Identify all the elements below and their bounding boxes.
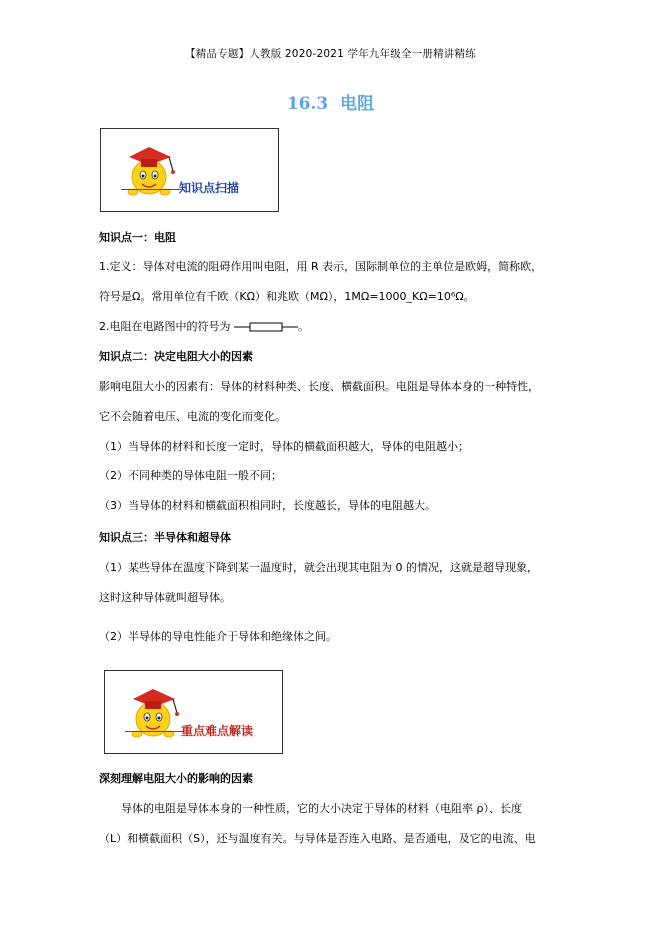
- title-number: 16.3: [286, 94, 329, 114]
- k2-item3: （3）当导体的材料和横截面积相同时，长度越长，导体的电阻越大。: [99, 499, 436, 512]
- k2-item1: （1）当导体的材料和长度一定时，导体的横截面积越大，导体的电阻越小；: [99, 440, 469, 453]
- page-title: [0, 89, 661, 114]
- k2-intro-line2: 它不会随着电压、电流的变化而变化。: [99, 410, 286, 423]
- k1-def-line1: 1.定义：导体对电流的阻碍作用叫电阻，用 R 表示，国际制单位的主单位是欧姆，简称欧，: [99, 260, 543, 273]
- cartoon-graduate-icon: [119, 137, 179, 201]
- k1-symbol-pre: 2.电阻在电路图中的符号为: [99, 320, 231, 333]
- section2-line1: 导体的电阻是导体本身的一种性质，它的大小决定于导体的材料（电阻率 ρ）、长度: [121, 802, 522, 815]
- k2-heading: 知识点二：决定电阻大小的因素: [99, 350, 253, 363]
- section2-line2: （L）和横截面积（S），还与温度有关。与导体是否连入电路、是否通电，及它的电流、电: [99, 832, 536, 845]
- box1-underline: [121, 189, 181, 190]
- k1-symbol-line: [99, 318, 309, 334]
- k2-item2: （2）不同种类的导体电阻一般不同；: [99, 469, 282, 482]
- k1-heading: 知识点一：电阻: [99, 231, 176, 244]
- page-header: 【精品专题】人教版 2020-2021 学年九年级全一册精讲精练: [185, 48, 476, 60]
- k3-item1-line2: 这时这种导体就叫超导体。: [99, 591, 231, 604]
- k3-item1-line1: （1）某些导体在温度下降到某一温度时，就会出现其电阻为 0 的情况，这就是超导现象，: [99, 561, 538, 574]
- section2-heading: 深刻理解电阻大小的影响的因素: [99, 772, 253, 785]
- title-text: 电阻: [340, 94, 375, 114]
- box2-underline: [125, 731, 183, 732]
- k2-intro-line1: 影响电阻大小的因素有：导体的材料种类、长度、横截面积。电阻是导体本身的一种特性，: [99, 380, 539, 393]
- resistor-symbol-icon: [234, 321, 298, 333]
- box1-label: 知识点扫描: [179, 181, 240, 195]
- k3-item2: （2）半导体的导电性能介于导体和绝缘体之间。: [99, 630, 337, 643]
- k1-def-line2: 符号是Ω。常用单位有千欧（KΩ）和兆欧（MΩ），1MΩ=1000_KΩ=10⁶Ω。: [99, 290, 475, 303]
- box2-label: 重点难点解读: [181, 724, 254, 738]
- knowledge-scan-box: [100, 128, 279, 212]
- key-points-box: [104, 670, 283, 754]
- cartoon-graduate-icon: [123, 679, 183, 743]
- k1-symbol-post: 。: [298, 320, 309, 333]
- k3-heading: 知识点三：半导体和超导体: [99, 531, 231, 544]
